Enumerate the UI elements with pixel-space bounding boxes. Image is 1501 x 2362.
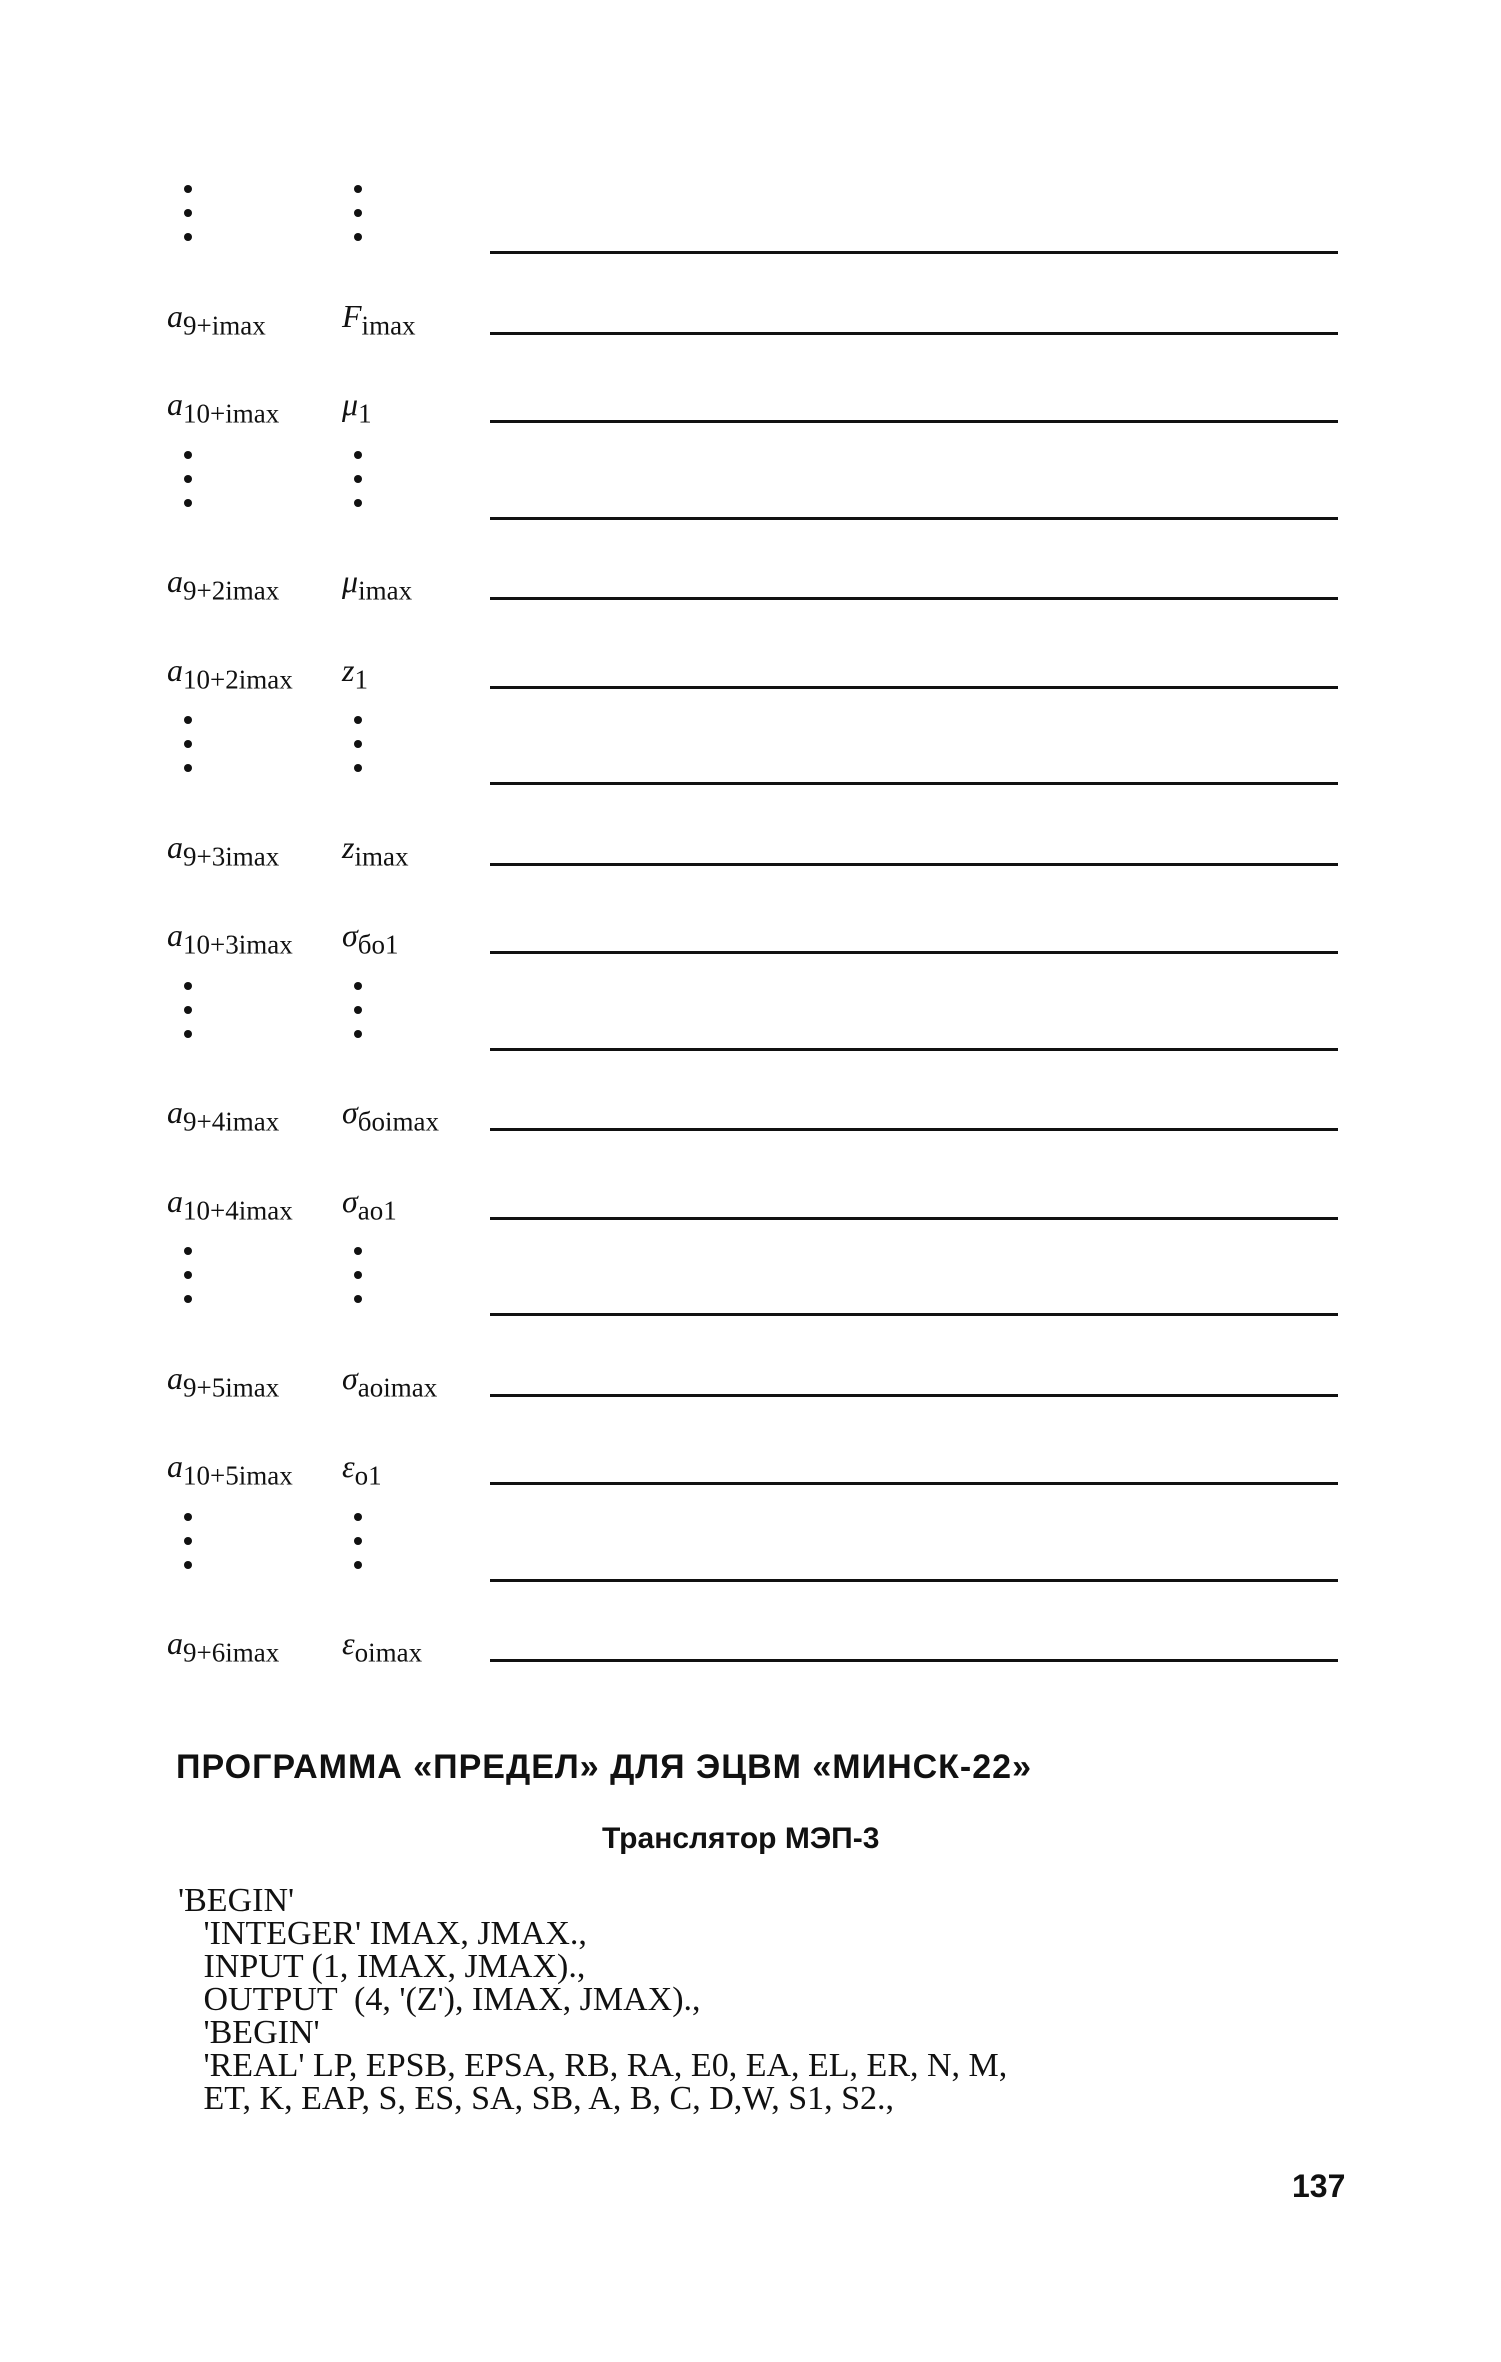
translator-subheading: Транслятор МЭП-3 [602, 1822, 880, 1855]
address-cell-symbol: a [167, 1359, 183, 1396]
address-cell-subscript: 10+4i [183, 1194, 247, 1225]
table-row [0, 1354, 1501, 1414]
table-row-ellipsis [0, 734, 1501, 794]
address-cell [167, 1360, 279, 1403]
value-ellipsis [354, 982, 362, 1038]
value-cell-subscript-max: max [365, 575, 413, 606]
fill-in-line [490, 1048, 1338, 1051]
address-cell-subscript: 9+i [183, 309, 220, 340]
table-row-ellipsis [0, 469, 1501, 529]
address-cell [167, 917, 293, 960]
table-row [0, 1177, 1501, 1237]
address-cell-symbol: a [167, 1625, 183, 1661]
table-row [0, 1088, 1501, 1148]
table-row-ellipsis [0, 203, 1501, 263]
address-cell-subscript-max: max [246, 1194, 293, 1225]
fill-in-line [490, 686, 1338, 689]
address-cell-subscript-max: max [232, 1637, 280, 1668]
table-row-ellipsis [0, 1265, 1501, 1325]
address-cell-subscript-max: max [232, 1371, 280, 1402]
value-cell-subscript: бо1 [357, 929, 399, 960]
address-cell [167, 386, 279, 429]
table-row [0, 911, 1501, 971]
value-cell-symbol: μ [342, 386, 359, 422]
fill-in-line [490, 1394, 1338, 1397]
address-cell-subscript: 10+3i [183, 929, 247, 960]
value-cell-subscript-max: max [361, 840, 409, 871]
address-cell [167, 829, 279, 872]
program-heading: ПРОГРАММА «ПРЕДЕЛ» ДЛЯ ЭЦВМ «МИНСК-22» [176, 1748, 1032, 1786]
value-cell-symbol: σ [342, 1182, 358, 1219]
value-cell [342, 1094, 439, 1137]
value-cell [342, 1360, 437, 1403]
value-cell-subscript: аоi [357, 1371, 391, 1402]
address-cell-symbol: a [167, 917, 183, 953]
address-cell-subscript-max: max [246, 929, 293, 960]
address-cell-subscript-max: max [232, 398, 280, 429]
value-cell-symbol: σ [342, 1359, 358, 1396]
value-cell [342, 563, 412, 606]
address-cell-subscript-max: max [219, 309, 266, 340]
fill-in-line [490, 1659, 1338, 1662]
table-row [0, 646, 1501, 706]
value-ellipsis [354, 185, 362, 241]
fill-in-line [490, 863, 1338, 866]
value-cell-symbol: μ [342, 563, 359, 599]
address-cell-symbol: a [167, 386, 183, 422]
table-row [0, 1442, 1501, 1502]
code-line: 'BEGIN' [178, 2014, 320, 2051]
fill-in-line [490, 597, 1338, 600]
fill-in-line [490, 332, 1338, 335]
address-cell-subscript: 9+5i [183, 1371, 233, 1402]
table-row [0, 380, 1501, 440]
fill-in-line [490, 951, 1338, 954]
value-cell-subscript-max: max [392, 1106, 440, 1137]
value-cell-symbol: z [342, 651, 355, 688]
fill-in-line [490, 1579, 1338, 1582]
address-cell-subscript: 10+5i [183, 1460, 247, 1491]
address-cell-symbol: a [167, 297, 183, 334]
table-row [0, 292, 1501, 352]
table-row [0, 823, 1501, 883]
value-cell-subscript: о1 [354, 1460, 382, 1491]
value-cell-subscript: i [354, 840, 362, 871]
address-ellipsis [184, 451, 192, 507]
address-cell [167, 298, 266, 341]
fill-in-line [490, 517, 1338, 520]
address-cell-subscript: 10+2i [183, 663, 247, 694]
address-cell-symbol: a [167, 1094, 183, 1130]
address-cell-subscript: 9+6i [183, 1637, 233, 1668]
address-ellipsis [184, 1513, 192, 1569]
code-line: 'REAL' LP, EPSB, EPSA, RB, RA, E0, EA, EL, ER, N, M, [178, 2047, 1008, 2084]
value-cell [342, 1625, 422, 1668]
value-cell-subscript-max: max [369, 309, 416, 340]
value-cell-subscript-max: max [375, 1637, 423, 1668]
fill-in-line [490, 1217, 1338, 1220]
address-cell [167, 652, 293, 695]
address-cell [167, 1094, 279, 1137]
address-cell-subscript: 9+2i [183, 575, 233, 606]
value-cell [342, 917, 399, 960]
address-cell-subscript-max: max [246, 663, 293, 694]
address-cell-subscript: 9+4i [183, 1106, 233, 1137]
value-cell-subscript: боi [357, 1106, 393, 1137]
value-cell-symbol: z [342, 828, 355, 865]
address-cell-subscript-max: max [232, 840, 280, 871]
address-ellipsis [184, 716, 192, 772]
code-line: ET, K, EAP, S, ES, SA, SB, A, B, C, D,W, S1, S2., [178, 2080, 895, 2117]
address-ellipsis [184, 982, 192, 1038]
value-cell-subscript: оi [354, 1637, 376, 1668]
value-cell-subscript: 1 [358, 398, 372, 429]
value-cell-symbol: σ [342, 917, 358, 953]
value-ellipsis [354, 1513, 362, 1569]
address-cell-symbol: a [167, 1448, 183, 1484]
table-row-ellipsis [0, 1531, 1501, 1591]
address-cell [167, 563, 279, 606]
value-cell-symbol: ε [342, 1625, 355, 1661]
address-ellipsis [184, 185, 192, 241]
address-cell-subscript-max: max [232, 575, 280, 606]
address-cell-symbol: a [167, 828, 183, 865]
fill-in-line [490, 782, 1338, 785]
value-cell-symbol: σ [342, 1094, 358, 1130]
fill-in-line [490, 1313, 1338, 1316]
value-ellipsis [354, 1247, 362, 1303]
value-cell [342, 1183, 397, 1226]
fill-in-line [490, 251, 1338, 254]
address-cell [167, 1448, 293, 1491]
value-cell-subscript: i [358, 575, 366, 606]
value-ellipsis [354, 716, 362, 772]
code-line: INPUT (1, IMAX, JMAX)., [178, 1948, 586, 1985]
address-cell-subscript-max: max [246, 1460, 293, 1491]
address-cell [167, 1625, 279, 1668]
address-cell-subscript: 9+3i [183, 840, 233, 871]
address-ellipsis [184, 1247, 192, 1303]
code-line: 'INTEGER' IMAX, JMAX., [178, 1915, 587, 1952]
page-number: 137 [1292, 2168, 1346, 2204]
value-cell [342, 652, 368, 695]
address-cell-symbol: a [167, 1182, 183, 1219]
fill-in-line [490, 420, 1338, 423]
table-row [0, 557, 1501, 617]
value-cell [342, 298, 416, 341]
value-cell [342, 1448, 382, 1491]
address-cell [167, 1183, 293, 1226]
value-cell [342, 386, 372, 429]
address-cell-symbol: a [167, 563, 183, 599]
value-cell-subscript: 1 [354, 663, 368, 694]
value-cell-symbol: ε [342, 1448, 355, 1484]
value-cell-subscript-max: max [390, 1371, 438, 1402]
address-cell-subscript: 10+i [183, 398, 233, 429]
value-cell-subscript: i [361, 309, 370, 340]
value-cell-symbol: F [342, 297, 362, 334]
value-cell [342, 829, 408, 872]
code-line: 'BEGIN' [178, 1882, 295, 1919]
fill-in-line [490, 1482, 1338, 1485]
table-row-ellipsis [0, 1000, 1501, 1060]
program-code [178, 1884, 1007, 2115]
code-line: OUTPUT (4, '(Z'), IMAX, JMAX)., [178, 1981, 701, 2018]
address-cell-symbol: a [167, 651, 183, 688]
value-ellipsis [354, 451, 362, 507]
fill-in-line [490, 1128, 1338, 1131]
table-row [0, 1619, 1501, 1679]
address-cell-subscript-max: max [232, 1106, 280, 1137]
value-cell-subscript: ао1 [357, 1194, 397, 1225]
